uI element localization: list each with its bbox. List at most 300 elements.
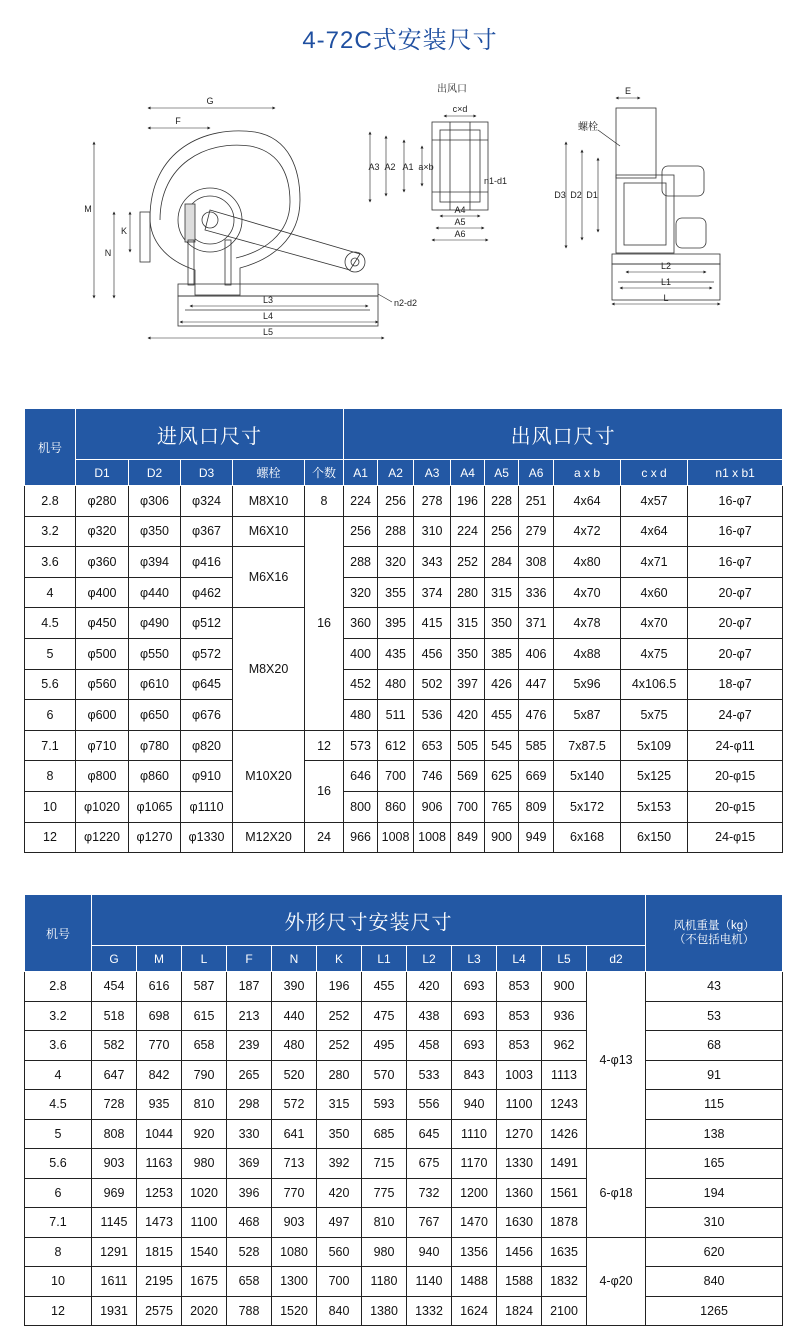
cell-m: 698 <box>137 1001 182 1031</box>
cell-a3: 502 <box>414 669 451 700</box>
cell-a5: 900 <box>485 822 519 853</box>
weight-header-line2: （不包括电机） <box>673 934 755 946</box>
cell-d1: φ560 <box>76 669 129 700</box>
table-row <box>25 1237 783 1267</box>
label-e: E <box>624 86 632 96</box>
col-a5: A5 <box>485 460 519 486</box>
cell-a5: 385 <box>485 638 519 669</box>
cell-a1: 452 <box>344 669 378 700</box>
label-f: F <box>175 116 181 126</box>
cell-d3: φ676 <box>181 700 233 731</box>
label-a5: A5 <box>454 217 466 227</box>
cell-bolt: M6X10 <box>233 516 305 547</box>
cell-axb: 5x96 <box>554 669 621 700</box>
cell-d2: 4-φ13 <box>587 972 646 1149</box>
cell-f: 658 <box>227 1267 272 1297</box>
cell-n: 903 <box>272 1208 317 1238</box>
table-row <box>25 608 783 639</box>
cell-m: 770 <box>137 1031 182 1061</box>
col-machine-no: 机号 <box>25 409 76 486</box>
cell-machine-no: 5 <box>25 638 76 669</box>
cell-a1: 646 <box>344 761 378 792</box>
cell-d3: φ820 <box>181 730 233 761</box>
cell-d1: φ280 <box>76 486 129 517</box>
col-l2: L2 <box>407 946 452 972</box>
col-l5: L5 <box>542 946 587 972</box>
cell-a2: 612 <box>378 730 414 761</box>
cell-a2: 511 <box>378 700 414 731</box>
cell-l5: 2100 <box>542 1296 587 1326</box>
cell-f: 265 <box>227 1060 272 1090</box>
cell-l4: 1100 <box>497 1090 542 1120</box>
cell-axb: 7x87.5 <box>554 730 621 761</box>
cell-n: 770 <box>272 1178 317 1208</box>
cell-l3: 1488 <box>452 1267 497 1297</box>
cell-n1xb1: 24-φ11 <box>688 730 783 761</box>
cell-axb: 4x64 <box>554 486 621 517</box>
col-axb: a x b <box>554 460 621 486</box>
cell-axb: 4x88 <box>554 638 621 669</box>
col-l3: L3 <box>452 946 497 972</box>
cell-m: 1253 <box>137 1178 182 1208</box>
cell-n1xb1: 20-φ15 <box>688 761 783 792</box>
cell-machine-no: 10 <box>25 1267 92 1297</box>
cell-machine-no: 3.6 <box>25 547 76 578</box>
cell-axb: 4x70 <box>554 577 621 608</box>
table-row <box>25 516 783 547</box>
cell-a6: 669 <box>519 761 554 792</box>
col-d3: D3 <box>181 460 233 486</box>
cell-l2: 533 <box>407 1060 452 1090</box>
cell-d2: φ780 <box>129 730 181 761</box>
cell-f: 468 <box>227 1208 272 1238</box>
cell-a4: 397 <box>451 669 485 700</box>
cell-a4: 849 <box>451 822 485 853</box>
cell-l1: 980 <box>362 1237 407 1267</box>
label-a3: A3 <box>368 162 380 172</box>
col-count: 个数 <box>305 460 344 486</box>
cell-l3: 1470 <box>452 1208 497 1238</box>
cell-count: 8 <box>305 486 344 517</box>
cell-m: 1163 <box>137 1149 182 1179</box>
table-row <box>25 761 783 792</box>
cell-d3: φ1330 <box>181 822 233 853</box>
col-l4: L4 <box>497 946 542 972</box>
col-cxd: c x d <box>621 460 688 486</box>
cell-machine-no: 3.6 <box>25 1031 92 1061</box>
cell-l: 980 <box>182 1149 227 1179</box>
cell-fan-weight: 138 <box>646 1119 783 1149</box>
table-row <box>25 1060 783 1090</box>
cell-machine-no: 8 <box>25 761 76 792</box>
cell-l5: 936 <box>542 1001 587 1031</box>
cell-a3: 415 <box>414 608 451 639</box>
cell-n1xb1: 20-φ7 <box>688 608 783 639</box>
table-row <box>25 577 783 608</box>
cell-cxd: 4x75 <box>621 638 688 669</box>
cell-n: 641 <box>272 1119 317 1149</box>
cell-a3: 310 <box>414 516 451 547</box>
cell-g: 647 <box>92 1060 137 1090</box>
cell-a6: 371 <box>519 608 554 639</box>
cell-fan-weight: 115 <box>646 1090 783 1120</box>
cell-cxd: 5x109 <box>621 730 688 761</box>
table-row <box>25 972 783 1002</box>
col-n1xb1: n1 x b1 <box>688 460 783 486</box>
cell-cxd: 5x153 <box>621 791 688 822</box>
cell-d1: φ800 <box>76 761 129 792</box>
table-row <box>25 1149 783 1179</box>
cell-n: 440 <box>272 1001 317 1031</box>
cell-a2: 435 <box>378 638 414 669</box>
inlet-outlet-dimensions-table <box>24 408 783 853</box>
col-a6: A6 <box>519 460 554 486</box>
cell-d3: φ1110 <box>181 791 233 822</box>
cell-l: 1675 <box>182 1267 227 1297</box>
cell-n: 1300 <box>272 1267 317 1297</box>
cell-d3: φ324 <box>181 486 233 517</box>
cell-fan-weight: 68 <box>646 1031 783 1061</box>
label-a2: A2 <box>384 162 396 172</box>
cell-fan-weight: 840 <box>646 1267 783 1297</box>
cell-axb: 5x87 <box>554 700 621 731</box>
cell-l5: 962 <box>542 1031 587 1061</box>
cell-m: 1815 <box>137 1237 182 1267</box>
table-row <box>25 791 783 822</box>
page-title: 4-72C式安装尺寸 <box>302 27 498 54</box>
cell-d2: φ440 <box>129 577 181 608</box>
cell-machine-no: 2.8 <box>25 486 76 517</box>
cell-l5: 1426 <box>542 1119 587 1149</box>
cell-l4: 853 <box>497 1031 542 1061</box>
col-l1: L1 <box>362 946 407 972</box>
label-l3: L3 <box>262 295 274 305</box>
cell-l1: 593 <box>362 1090 407 1120</box>
table-row <box>25 638 783 669</box>
col-k: K <box>317 946 362 972</box>
cell-a4: 196 <box>451 486 485 517</box>
cell-n1xb1: 16-φ7 <box>688 486 783 517</box>
cell-f: 187 <box>227 972 272 1002</box>
label-outlet: 出风口 <box>437 84 467 95</box>
cell-l5: 1635 <box>542 1237 587 1267</box>
cell-a3: 1008 <box>414 822 451 853</box>
cell-a5: 350 <box>485 608 519 639</box>
cell-a6: 279 <box>519 516 554 547</box>
group-outline-dimensions: 外形尺寸安装尺寸 <box>92 895 646 946</box>
table-row <box>25 822 783 853</box>
cell-fan-weight: 53 <box>646 1001 783 1031</box>
cell-l4: 1630 <box>497 1208 542 1238</box>
cell-m: 935 <box>137 1090 182 1120</box>
label-g: G <box>206 96 214 106</box>
cell-l: 920 <box>182 1119 227 1149</box>
cell-g: 903 <box>92 1149 137 1179</box>
cell-f: 528 <box>227 1237 272 1267</box>
cell-count: 12 <box>305 730 344 761</box>
cell-g: 1931 <box>92 1296 137 1326</box>
table-row <box>25 700 783 731</box>
cell-d2: φ394 <box>129 547 181 578</box>
cell-a1: 400 <box>344 638 378 669</box>
cell-machine-no: 7.1 <box>25 1208 92 1238</box>
col-d2: d2 <box>587 946 646 972</box>
col-fan-weight <box>646 895 783 972</box>
cell-a6: 949 <box>519 822 554 853</box>
cell-machine-no: 6 <box>25 700 76 731</box>
cell-l1: 475 <box>362 1001 407 1031</box>
cell-d1: φ710 <box>76 730 129 761</box>
cell-a2: 256 <box>378 486 414 517</box>
cell-l2: 1332 <box>407 1296 452 1326</box>
cell-l3: 1110 <box>452 1119 497 1149</box>
cell-n1xb1: 20-φ7 <box>688 638 783 669</box>
cell-a4: 350 <box>451 638 485 669</box>
cell-l2: 732 <box>407 1178 452 1208</box>
cell-k: 280 <box>317 1060 362 1090</box>
cell-a5: 455 <box>485 700 519 731</box>
cell-l: 810 <box>182 1090 227 1120</box>
col-a2: A2 <box>378 460 414 486</box>
cell-cxd: 4x57 <box>621 486 688 517</box>
cell-n1xb1: 16-φ7 <box>688 516 783 547</box>
label-d2: D2 <box>570 190 582 200</box>
cell-d2: φ490 <box>129 608 181 639</box>
cell-a1: 360 <box>344 608 378 639</box>
cell-n: 572 <box>272 1090 317 1120</box>
label-n: N <box>104 248 112 258</box>
cell-cxd: 5x125 <box>621 761 688 792</box>
cell-d3: φ512 <box>181 608 233 639</box>
cell-a2: 320 <box>378 547 414 578</box>
cell-a6: 447 <box>519 669 554 700</box>
cell-a4: 252 <box>451 547 485 578</box>
cell-d3: φ416 <box>181 547 233 578</box>
cell-machine-no: 7.1 <box>25 730 76 761</box>
cell-a3: 653 <box>414 730 451 761</box>
col-d2: D2 <box>129 460 181 486</box>
cell-a1: 480 <box>344 700 378 731</box>
col-g: G <box>92 946 137 972</box>
table-row <box>25 1090 783 1120</box>
outline-installation-dimensions-table <box>24 894 783 1326</box>
label-a1: A1 <box>402 162 414 172</box>
cell-n1xb1: 24-φ7 <box>688 700 783 731</box>
cell-a1: 800 <box>344 791 378 822</box>
cell-g: 1145 <box>92 1208 137 1238</box>
label-l4: L4 <box>262 311 274 321</box>
cell-d2: 6-φ18 <box>587 1149 646 1238</box>
label-d3: D3 <box>554 190 566 200</box>
cell-bolt: M6X16 <box>233 547 305 608</box>
cell-d1: φ600 <box>76 700 129 731</box>
cell-a6: 251 <box>519 486 554 517</box>
cell-bolt: M8X20 <box>233 608 305 730</box>
cell-n: 1080 <box>272 1237 317 1267</box>
cell-a4: 224 <box>451 516 485 547</box>
cell-l: 1020 <box>182 1178 227 1208</box>
cell-a5: 315 <box>485 577 519 608</box>
cell-g: 1611 <box>92 1267 137 1297</box>
cell-l4: 1456 <box>497 1237 542 1267</box>
cell-n1xb1: 18-φ7 <box>688 669 783 700</box>
cell-g: 808 <box>92 1119 137 1149</box>
cell-n1xb1: 24-φ15 <box>688 822 783 853</box>
cell-a6: 476 <box>519 700 554 731</box>
cell-machine-no: 3.2 <box>25 516 76 547</box>
label-bolt: 螺栓 <box>578 122 598 133</box>
cell-l: 790 <box>182 1060 227 1090</box>
label-k: K <box>120 226 128 236</box>
label-l2: L2 <box>660 261 672 271</box>
cell-d1: φ360 <box>76 547 129 578</box>
outlet-flange-view <box>432 122 488 210</box>
cell-bolt: M8X10 <box>233 486 305 517</box>
cell-l5: 900 <box>542 972 587 1002</box>
cell-l2: 1140 <box>407 1267 452 1297</box>
cell-l1: 1380 <box>362 1296 407 1326</box>
cell-a1: 320 <box>344 577 378 608</box>
table-row <box>25 486 783 517</box>
cell-axb: 4x78 <box>554 608 621 639</box>
cell-n: 520 <box>272 1060 317 1090</box>
cell-a5: 426 <box>485 669 519 700</box>
label-a4: A4 <box>454 205 466 215</box>
label-n2-d2: n2-d2 <box>394 298 418 308</box>
cell-k: 315 <box>317 1090 362 1120</box>
cell-bolt: M12X20 <box>233 822 305 853</box>
cell-l3: 1170 <box>452 1149 497 1179</box>
cell-axb: 4x72 <box>554 516 621 547</box>
cell-a2: 700 <box>378 761 414 792</box>
cell-m: 2195 <box>137 1267 182 1297</box>
cell-a4: 505 <box>451 730 485 761</box>
cell-cxd: 4x106.5 <box>621 669 688 700</box>
cell-machine-no: 4 <box>25 1060 92 1090</box>
fan-end-view <box>612 108 720 300</box>
cell-a6: 308 <box>519 547 554 578</box>
col-machine-no: 机号 <box>25 895 92 972</box>
cell-d2: φ610 <box>129 669 181 700</box>
cell-k: 560 <box>317 1237 362 1267</box>
cell-f: 239 <box>227 1031 272 1061</box>
cell-d2: φ550 <box>129 638 181 669</box>
table-row <box>25 1296 783 1326</box>
cell-machine-no: 4 <box>25 577 76 608</box>
cell-d3: φ645 <box>181 669 233 700</box>
label-d1: D1 <box>586 190 598 200</box>
label-axb: a×b <box>418 162 434 172</box>
cell-l4: 1330 <box>497 1149 542 1179</box>
cell-l1: 810 <box>362 1208 407 1238</box>
cell-g: 969 <box>92 1178 137 1208</box>
cell-a3: 374 <box>414 577 451 608</box>
cell-f: 396 <box>227 1178 272 1208</box>
cell-a2: 1008 <box>378 822 414 853</box>
cell-l5: 1878 <box>542 1208 587 1238</box>
table-row <box>25 1001 783 1031</box>
cell-l4: 1824 <box>497 1296 542 1326</box>
cell-d2: φ306 <box>129 486 181 517</box>
cell-n1xb1: 20-φ15 <box>688 791 783 822</box>
cell-a1: 288 <box>344 547 378 578</box>
cell-f: 788 <box>227 1296 272 1326</box>
cell-l2: 458 <box>407 1031 452 1061</box>
label-n1-d1: n1-d1 <box>484 176 508 186</box>
cell-machine-no: 8 <box>25 1237 92 1267</box>
col-a1: A1 <box>344 460 378 486</box>
col-a4: A4 <box>451 460 485 486</box>
cell-a5: 765 <box>485 791 519 822</box>
cell-a3: 746 <box>414 761 451 792</box>
cell-l5: 1113 <box>542 1060 587 1090</box>
cell-l4: 853 <box>497 1001 542 1031</box>
cell-m: 842 <box>137 1060 182 1090</box>
label-l5: L5 <box>262 327 274 337</box>
cell-m: 2575 <box>137 1296 182 1326</box>
cell-count: 24 <box>305 822 344 853</box>
cell-d2: φ1270 <box>129 822 181 853</box>
cell-n: 480 <box>272 1031 317 1061</box>
cell-l5: 1491 <box>542 1149 587 1179</box>
cell-axb: 5x172 <box>554 791 621 822</box>
cell-d1: φ450 <box>76 608 129 639</box>
cell-a6: 336 <box>519 577 554 608</box>
table-row <box>25 1119 783 1149</box>
cell-m: 616 <box>137 972 182 1002</box>
cell-g: 582 <box>92 1031 137 1061</box>
cell-a2: 355 <box>378 577 414 608</box>
cell-l5: 1561 <box>542 1178 587 1208</box>
cell-machine-no: 2.8 <box>25 972 92 1002</box>
cell-l3: 940 <box>452 1090 497 1120</box>
cell-machine-no: 4.5 <box>25 608 76 639</box>
cell-n: 390 <box>272 972 317 1002</box>
label-l: L <box>663 293 669 303</box>
cell-l1: 1180 <box>362 1267 407 1297</box>
cell-d1: φ500 <box>76 638 129 669</box>
label-m: M <box>84 204 92 214</box>
cell-a1: 966 <box>344 822 378 853</box>
cell-a1: 573 <box>344 730 378 761</box>
col-bolt: 螺栓 <box>233 460 305 486</box>
cell-a3: 343 <box>414 547 451 578</box>
cell-axb: 6x168 <box>554 822 621 853</box>
label-a6: A6 <box>454 229 466 239</box>
cell-d3: φ462 <box>181 577 233 608</box>
cell-a4: 420 <box>451 700 485 731</box>
cell-n1xb1: 16-φ7 <box>688 547 783 578</box>
cell-k: 392 <box>317 1149 362 1179</box>
cell-a4: 280 <box>451 577 485 608</box>
cell-l: 1100 <box>182 1208 227 1238</box>
cell-n: 713 <box>272 1149 317 1179</box>
cell-a6: 585 <box>519 730 554 761</box>
cell-l1: 455 <box>362 972 407 1002</box>
cell-fan-weight: 1265 <box>646 1296 783 1326</box>
cell-l3: 1624 <box>452 1296 497 1326</box>
cell-m: 1473 <box>137 1208 182 1238</box>
cell-a4: 700 <box>451 791 485 822</box>
cell-d1: φ1220 <box>76 822 129 853</box>
cell-l2: 645 <box>407 1119 452 1149</box>
cell-g: 1291 <box>92 1237 137 1267</box>
cell-l4: 1360 <box>497 1178 542 1208</box>
cell-g: 728 <box>92 1090 137 1120</box>
cell-fan-weight: 310 <box>646 1208 783 1238</box>
cell-l1: 685 <box>362 1119 407 1149</box>
cell-a2: 288 <box>378 516 414 547</box>
